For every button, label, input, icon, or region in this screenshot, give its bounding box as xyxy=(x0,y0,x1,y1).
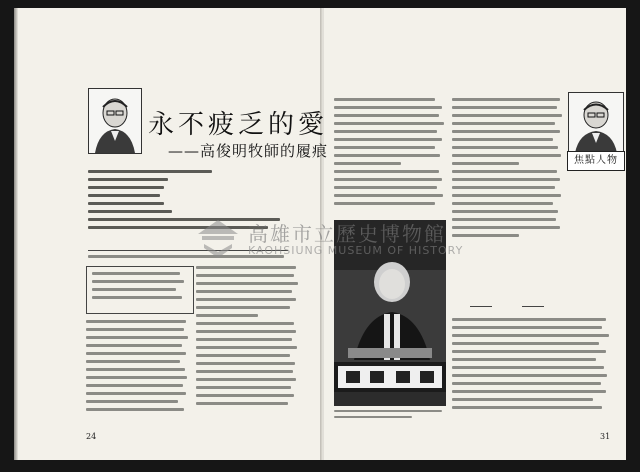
article-title: 永不疲乏的愛 xyxy=(148,110,329,140)
left-column-2-text xyxy=(196,266,300,410)
pull-quote-text xyxy=(92,272,188,304)
left-column-1-text xyxy=(86,320,190,416)
portrait-photo-left xyxy=(88,88,142,154)
photo-caption xyxy=(334,410,446,422)
pastor-photo-icon xyxy=(334,220,446,406)
portrait-photo-right xyxy=(568,92,624,154)
section-divider-right-rule xyxy=(522,306,544,307)
page-number-right: 31 xyxy=(600,432,611,441)
portrait-photo-icon xyxy=(89,89,141,153)
right-column-b-text xyxy=(452,98,564,242)
section-divider-left-rule xyxy=(470,306,492,307)
page-edge xyxy=(14,8,18,460)
section-tag: 焦點人物 xyxy=(567,151,625,171)
portrait-photo-icon xyxy=(569,93,623,153)
intro-text-block xyxy=(88,170,288,234)
watermark-title: 高雄市立歷史博物館 xyxy=(248,222,446,246)
byline-text xyxy=(88,255,288,263)
right-column-c-text xyxy=(452,318,612,414)
page-number-left: 24 xyxy=(86,432,97,441)
article-subtitle: ——高俊明牧師的履痕 xyxy=(168,142,329,160)
right-column-a-text xyxy=(334,98,446,210)
pastor-at-pulpit-photo xyxy=(334,220,446,406)
byline-divider xyxy=(88,250,288,251)
watermark-subtitle: KAOHSIUNG MUSEUM OF HISTORY xyxy=(248,244,464,257)
